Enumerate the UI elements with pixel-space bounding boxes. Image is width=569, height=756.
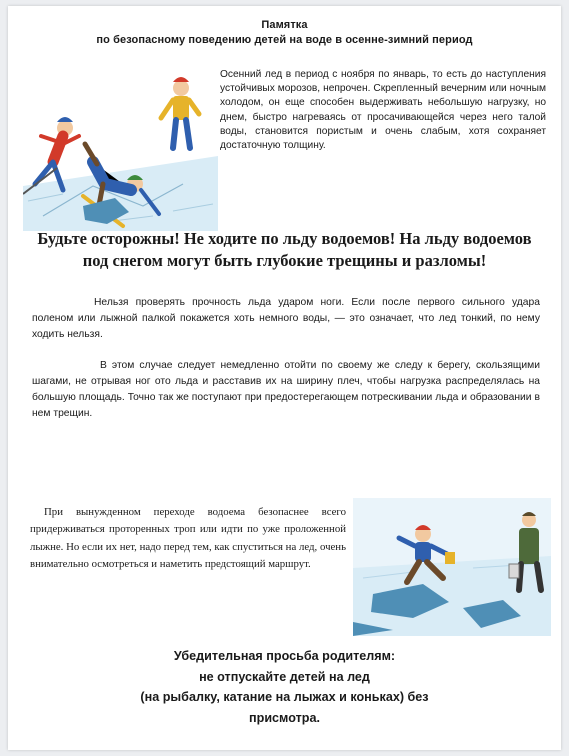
title-subtitle: по безопасному поведению детей на воде в осенне-зимний период [96, 34, 473, 46]
appeal-heading: Убедительная просьба родителям: [173, 649, 396, 663]
child-crossing-ice-illustration [353, 498, 551, 636]
memo-sheet [8, 6, 561, 750]
warning-heading: Будьте осторожны! Не ходите по льду водоемов! На льду водоемов под снегом могут быть глубокие трещины и разломы! [37, 229, 532, 270]
appeal-line: не отпускайте детей на лед [199, 669, 370, 684]
appeal-line: присмотра. [249, 710, 320, 725]
retreat-paragraph: В этом случае следует немедленно отойти по своему же следу к берегу, скользящими шагами, не отрывая ног ото льда и расставив их на ширину плеч, чтобы нагрузка распределялась на большую площадь. Точно так же поступают при предостерегающем потрескивании льда и образовании в нем трещин. [32, 360, 540, 419]
ice-test-paragraph: Нельзя проверять прочность льда ударом ноги. Если после первого сильного удара поленом или лыжной палкой покажется хоть немного воды, — это означает, что лед тонкий, по нему ходить нельзя. [32, 297, 540, 340]
memo-title [8, 18, 561, 48]
children-on-ice-illustration [23, 66, 218, 231]
title-main: Памятка [261, 19, 308, 31]
crossing-paragraph: При вынужденном переходе водоема безопаснее всего придерживаться проторенных троп или идти по уже проложенной лыжне. Но если их нет, надо перед тем, как спуститься на лед, очень внимательно осмотреться и наметить предстоящий маршрут. [30, 506, 346, 570]
intro-paragraph: Осенний лед в период с ноября по январь, то есть до наступления устойчивых морозов, непрочен. Скрепленный вечерним или ночным холодом, он еще способен выдерживать небольшую нагрузку, но днем, быстро нагреваясь от просачивающейся через него талой воды, становится пористым и очень слабым, хотя сохраняет достаточную толщину. [220, 69, 546, 152]
parents-appeal [68, 646, 501, 728]
appeal-line: (на рыбалку, катание на лыжах и коньках) без [140, 690, 429, 704]
